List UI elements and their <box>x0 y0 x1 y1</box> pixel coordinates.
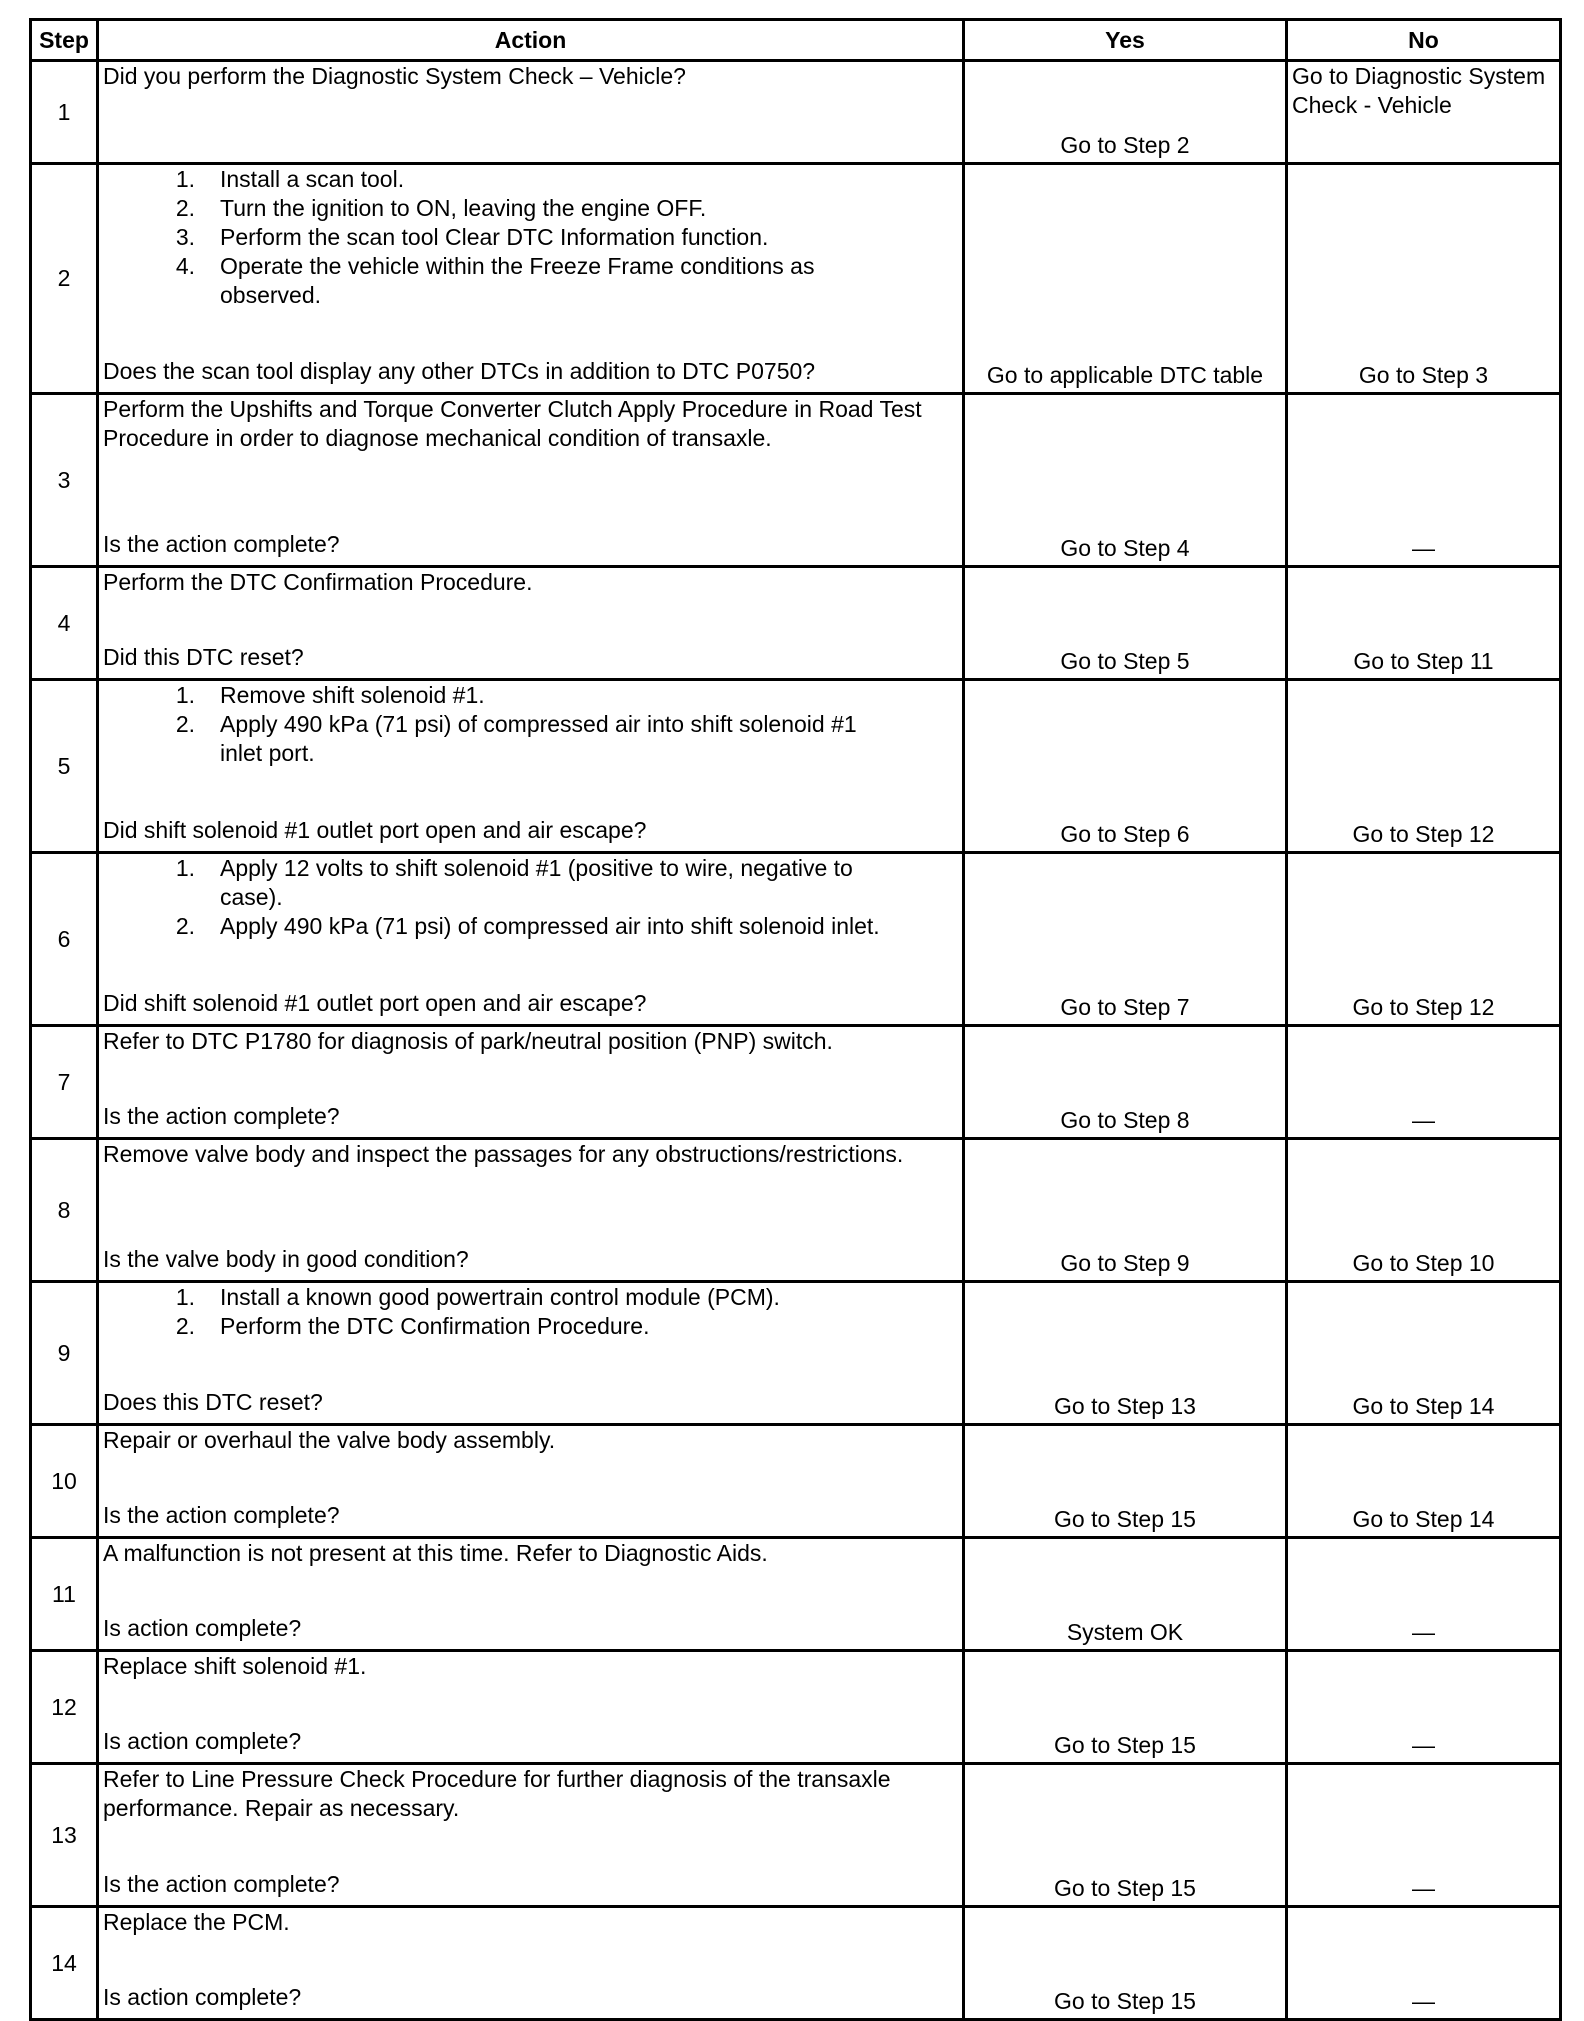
list-item-text: Perform the DTC Confirmation Procedure. <box>220 1313 650 1339</box>
list-item-text: Install a scan tool. <box>220 166 405 192</box>
yes-cell: System OK <box>964 1538 1287 1651</box>
header-yes: Yes <box>964 20 1287 61</box>
action-cell <box>98 61 964 164</box>
step-number: 1 <box>31 61 98 164</box>
header-row <box>31 20 1561 61</box>
action-text: Refer to DTC P1780 for diagnosis of park/neutral position (PNP) switch. <box>103 1028 833 1054</box>
no-cell: — <box>1287 1651 1561 1764</box>
action-steps-list <box>103 854 962 941</box>
action-cell <box>98 1651 964 1764</box>
yes-cell: Go to Step 6 <box>964 680 1287 853</box>
table-row <box>31 567 1561 680</box>
step-number: 3 <box>31 394 98 567</box>
action-cell <box>98 567 964 680</box>
header-action: Action <box>98 20 964 61</box>
yes-cell: Go to Step 9 <box>964 1139 1287 1282</box>
action-question: Is action complete? <box>103 1615 302 1641</box>
no-cell: Go to Step 14 <box>1287 1282 1561 1425</box>
no-cell: — <box>1287 1538 1561 1651</box>
table-row <box>31 394 1561 567</box>
action-cell <box>98 394 964 567</box>
list-item: 1. Install a known good powertrain control module (PCM). <box>103 1283 962 1312</box>
action-cell <box>98 1907 964 2020</box>
no-cell: Go to Step 12 <box>1287 680 1561 853</box>
step-number: 8 <box>31 1139 98 1282</box>
step-number: 9 <box>31 1282 98 1425</box>
no-cell: Go to Diagnostic System Check - Vehicle <box>1287 61 1561 164</box>
action-text: Repair or overhaul the valve body assembly. <box>103 1427 556 1453</box>
list-item-text: Install a known good powertrain control module (PCM). <box>220 1284 780 1310</box>
step-number: 11 <box>31 1538 98 1651</box>
action-question: Is action complete? <box>103 1984 302 2010</box>
table-row <box>31 1907 1561 2020</box>
no-cell: Go to Step 10 <box>1287 1139 1561 1282</box>
action-text: Perform the DTC Confirmation Procedure. <box>103 569 533 595</box>
action-cell <box>98 164 964 394</box>
table-row <box>31 1282 1561 1425</box>
action-text: Replace the PCM. <box>103 1909 290 1935</box>
yes-cell: Go to applicable DTC table <box>964 164 1287 394</box>
yes-cell: Go to Step 7 <box>964 853 1287 1026</box>
step-number: 6 <box>31 853 98 1026</box>
step-number: 13 <box>31 1764 98 1907</box>
no-cell: Go to Step 12 <box>1287 853 1561 1026</box>
action-steps-list <box>103 1283 962 1341</box>
yes-cell: Go to Step 2 <box>964 61 1287 164</box>
list-item: 2. Perform the DTC Confirmation Procedure. <box>103 1312 962 1341</box>
step-number: 5 <box>31 680 98 853</box>
diagnostic-table <box>29 18 1562 2021</box>
step-number: 14 <box>31 1907 98 2020</box>
table-row <box>31 1026 1561 1139</box>
action-question: Did shift solenoid #1 outlet port open and air escape? <box>103 990 647 1016</box>
action-question: Does the scan tool display any other DTCs in addition to DTC P0750? <box>103 358 816 384</box>
table-body <box>31 61 1561 2020</box>
action-question: Did shift solenoid #1 outlet port open and air escape? <box>103 817 647 843</box>
action-text: Remove valve body and inspect the passages for any obstructions/restrictions. <box>103 1141 904 1167</box>
yes-cell: Go to Step 15 <box>964 1651 1287 1764</box>
header-no: No <box>1287 20 1561 61</box>
no-cell: — <box>1287 1026 1561 1139</box>
action-cell <box>98 1538 964 1651</box>
list-item-text: Apply 490 kPa (71 psi) of compressed air into shift solenoid #1 inlet port. <box>220 711 857 766</box>
action-question: Is the valve body in good condition? <box>103 1246 469 1272</box>
list-item: 1. Apply 12 volts to shift solenoid #1 (positive to wire, negative to case). <box>103 854 962 912</box>
action-question: Did this DTC reset? <box>103 644 304 670</box>
table-row <box>31 1538 1561 1651</box>
action-question: Is the action complete? <box>103 1103 340 1129</box>
action-text: Replace shift solenoid #1. <box>103 1653 367 1679</box>
list-item: 1. Remove shift solenoid #1. <box>103 681 962 710</box>
action-question: Does this DTC reset? <box>103 1389 323 1415</box>
yes-cell: Go to Step 15 <box>964 1907 1287 2020</box>
list-item: 2. Turn the ignition to ON, leaving the engine OFF. <box>103 194 962 223</box>
table-row <box>31 61 1561 164</box>
action-text: Refer to Line Pressure Check Procedure for further diagnosis of the transaxle performance. Repair as necessary. <box>103 1766 891 1821</box>
list-item: 4. Operate the vehicle within the Freeze Frame conditions as observed. <box>103 252 962 310</box>
yes-cell: Go to Step 5 <box>964 567 1287 680</box>
list-item-text: Apply 12 volts to shift solenoid #1 (positive to wire, negative to case). <box>220 855 853 910</box>
action-cell <box>98 853 964 1026</box>
action-cell <box>98 1282 964 1425</box>
action-cell <box>98 680 964 853</box>
action-cell <box>98 1139 964 1282</box>
list-item-text: Remove shift solenoid #1. <box>220 682 485 708</box>
table-row <box>31 853 1561 1026</box>
table-row <box>31 1139 1561 1282</box>
table-row <box>31 1651 1561 1764</box>
action-cell <box>98 1026 964 1139</box>
no-cell: — <box>1287 1764 1561 1907</box>
action-steps-list <box>103 681 962 768</box>
no-cell: Go to Step 11 <box>1287 567 1561 680</box>
action-steps-list <box>103 165 962 310</box>
yes-cell: Go to Step 15 <box>964 1764 1287 1907</box>
table-row <box>31 1764 1561 1907</box>
action-question: Is the action complete? <box>103 1502 340 1528</box>
step-number: 12 <box>31 1651 98 1764</box>
yes-cell: Go to Step 8 <box>964 1026 1287 1139</box>
yes-cell: Go to Step 13 <box>964 1282 1287 1425</box>
yes-cell: Go to Step 15 <box>964 1425 1287 1538</box>
action-question: Is the action complete? <box>103 1871 340 1897</box>
list-item: 2. Apply 490 kPa (71 psi) of compressed air into shift solenoid inlet. <box>103 912 962 941</box>
table-row <box>31 680 1561 853</box>
step-number: 2 <box>31 164 98 394</box>
step-number: 4 <box>31 567 98 680</box>
no-cell: — <box>1287 394 1561 567</box>
step-number: 7 <box>31 1026 98 1139</box>
list-item: 1. Install a scan tool. <box>103 165 962 194</box>
step-number: 10 <box>31 1425 98 1538</box>
table-row <box>31 164 1561 394</box>
no-cell: Go to Step 3 <box>1287 164 1561 394</box>
table-row <box>31 1425 1561 1538</box>
header-step: Step <box>31 20 98 61</box>
list-item-text: Apply 490 kPa (71 psi) of compressed air into shift solenoid inlet. <box>220 913 880 939</box>
list-item-text: Turn the ignition to ON, leaving the engine OFF. <box>220 195 707 221</box>
no-cell: Go to Step 14 <box>1287 1425 1561 1538</box>
list-item-text: Perform the scan tool Clear DTC Information function. <box>220 224 769 250</box>
action-text: Did you perform the Diagnostic System Check – Vehicle? <box>103 63 686 89</box>
action-question: Is action complete? <box>103 1728 302 1754</box>
action-cell <box>98 1425 964 1538</box>
action-text: Perform the Upshifts and Torque Converter Clutch Apply Procedure in Road Test Procedure in order to diagnose mechanical condition of transaxle. <box>103 396 922 451</box>
yes-cell: Go to Step 4 <box>964 394 1287 567</box>
action-cell <box>98 1764 964 1907</box>
action-question: Is the action complete? <box>103 531 340 557</box>
no-cell: — <box>1287 1907 1561 2020</box>
list-item: 3. Perform the scan tool Clear DTC Information function. <box>103 223 962 252</box>
list-item-text: Operate the vehicle within the Freeze Frame conditions as observed. <box>220 253 815 308</box>
list-item: 2. Apply 490 kPa (71 psi) of compressed air into shift solenoid #1 inlet port. <box>103 710 962 768</box>
action-text: A malfunction is not present at this time. Refer to Diagnostic Aids. <box>103 1540 768 1566</box>
